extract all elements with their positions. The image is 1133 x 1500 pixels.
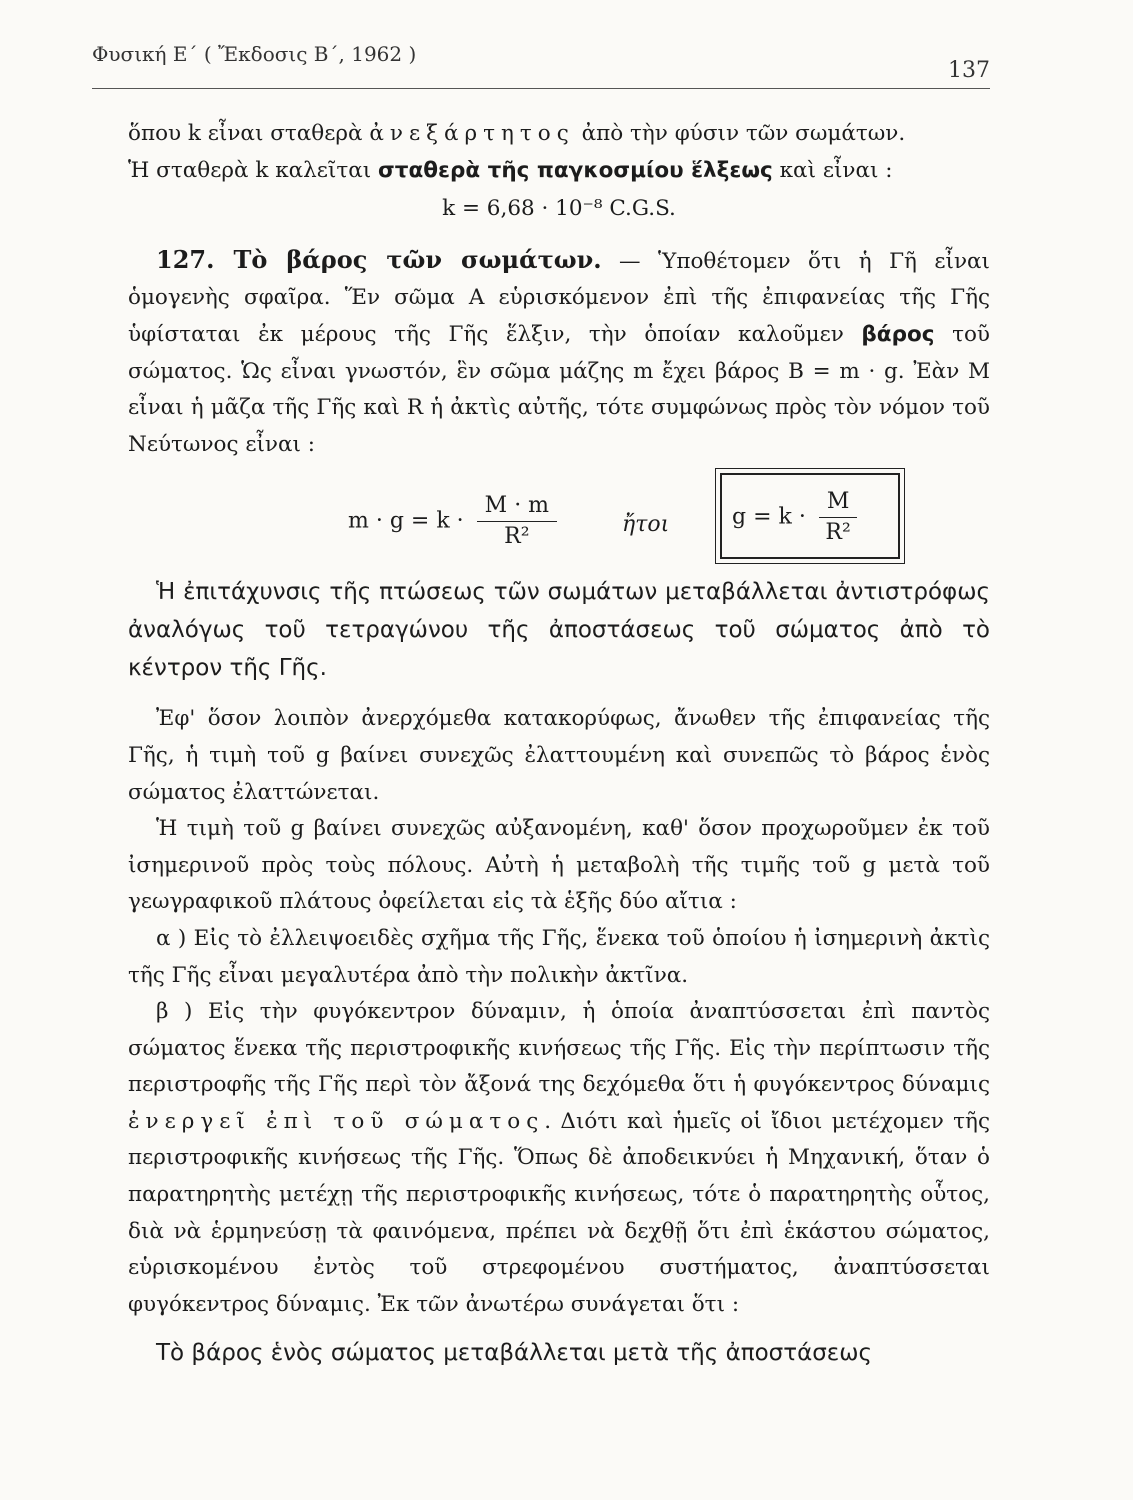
intro-line-2: Ἡ σταθερὰ k καλεῖται σταθερὰ τῆς παγκοσμίου ἕλξεως καὶ εἶναι : [128,157,893,183]
section-paragraph: 127. Τὸ βάρος τῶν σωμάτων. — Ὑποθέτομεν ὅτι ἡ Γῆ εἶναι ὁμογενὴς σφαῖρα. Ἕν σῶμα Α εὑρισκόμενον ἐπὶ τῆς ἐπιφανείας τῆς Γῆς ὑφίσταται ἐκ μέρους τῆς Γῆς ἕλξιν, τὴν ὁποίαν καλοῦμεν βάρος τοῦ σώματος. Ὡς εἶναι γνωστόν, ἓν σῶμα μάζης m ἔχει βάρος B = m · g. Ἐὰν M εἶναι ἡ μᾶζα τῆς Γῆς καὶ R ἡ ἀκτὶς αὐτῆς, τότε συμφώνως πρὸς τὸν νόμον τοῦ Νεύτωνος εἶναι : [128,244,991,457]
reason-alpha: α ) Εἰς τὸ ἐλλειψοειδὲς σχῆμα τῆς Γῆς, ἕνεκα τοῦ ὁποίου ἡ ἰσημερινὴ ἀκτὶς τῆς Γῆς εἶναι μεγαλυτέρα ἀπὸ τὴν πολικὴν ἀκτῖνα. [128,925,990,988]
spaced-word: ἀνεξάρτητος [369,121,575,146]
fraction-mm-r2: $\frac{M \cdot m}{\text{R²}}$ [477,491,557,552]
paragraph-acceleration: Ἡ ἐπιτάχυνσις τῆς πτώσεως τῶν σωμάτων μεταβάλλεται ἀντιστρόφως ἀναλόγως τοῦ τετραγώνου τῆς ἀποστάσεως τοῦ σώματος ἀπὸ τὸ κέντρον τῆς Γῆς. [128,579,990,682]
page-header [92,38,990,89]
final-line: Τὸ βάρος ἑνὸς σώματος μεταβάλλεται μετὰ τῆς ἀποστάσεως [156,1340,872,1367]
paragraph-ascend: Ἐφ' ὅσον λοιπὸν ἀνερχόμεθα κατακορύφως, ἄνωθεν τῆς ἐπιφανείας τῆς Γῆς, ἡ τιμὴ τοῦ g βαίνει συνεχῶς ἐλαττουμένη καὶ συνεπῶς τὸ βάρος ἑνὸς σώματος ἐλαττώνεται. [128,706,990,805]
paragraph-latitude: Ἡ τιμὴ τοῦ g βαίνει συνεχῶς αὐξανομένη, καθ' ὅσον προχωροῦμεν ἐκ τοῦ ἰσημερινοῦ πρὸς τοὺς πόλους. Αὐτὴ ἡ μεταβολὴ τῆς τιμῆς τοῦ g μετὰ τοῦ γεωγραφικοῦ πλάτους ὀφείλεται εἰς τὰ ἑξῆς δύο αἴτια : [128,816,990,915]
constant-formula: k = 6,68 · 10⁻⁸ C.G.S. [442,196,676,222]
boxed-equation: g = k · $\frac{M}{\text{R²}}$ [720,473,900,559]
running-title: Φυσική Ε΄ ( Ἔκδοσις Β΄, 1962 ) [92,42,417,66]
bold-term: σταθερὰ τῆς παγκοσμίου ἕλξεως [378,157,773,183]
intro-line-1: ὅπου k εἶναι σταθερὰ ἀνεξάρτητος ἀπὸ τὴν φύσιν τῶν σωμάτων. [128,121,906,146]
page-body [128,116,990,1372]
page-number: 137 [948,58,990,83]
gravity-equation [128,471,990,567]
reason-beta: β ) Εἰς τὴν φυγόκεντρον δύναμιν, ἡ ὁποία ἀναπτύσσεται ἐπὶ παντὸς σώματος ἕνεκα τῆς περιστροφικῆς κινήσεως τῆς Γῆς. Εἰς τὴν περίπτωσιν τῆς περιστροφῆς τῆς Γῆς περὶ τὸν ἄξονά της δεχόμεθα ὅτι ἡ φυγόκεντρος δύναμις ἐνεργεῖ ἐπὶ τοῦ σώματος. Διότι καὶ ἡμεῖς οἱ ἴδιοι μετέχομεν τῆς περιστροφικῆς κινήσεως τῆς Γῆς. Ὅπως δὲ ἀποδεικνύει ἡ Μηχανική, ὅταν ὁ παρατηρητὴς μετέχῃ τῆς περιστροφικῆς κινήσεως, τότε ὁ παρατηρητὴς οὗτος, διὰ νὰ ἑρμηνεύσῃ τὰ φαινόμενα, πρέπει νὰ δεχθῇ ὅτι ἐπὶ ἑκάστου σώματος, εὑρισκομένου ἐντὸς τοῦ στρεφομένου συστήματος, ἀναπτύσσεται φυγόκεντρος δύναμις. Ἐκ τῶν ἀνωτέρω συνάγεται ὅτι : [128,999,990,1317]
equation-word: ἤτοι [622,512,670,538]
fraction-m-r2: $\frac{M}{\text{R²}}$ [819,487,858,548]
equation-left: m · g = k · $\frac{M \cdot m}{\text{R²}}$ [348,491,557,552]
section-title: 127. Τὸ βάρος τῶν σωμάτων. [156,244,602,274]
spaced-phrase: ἐνεργεῖ ἐπὶ τοῦ σώματος [128,1108,545,1134]
bold-term-weight: βάρος [861,321,935,347]
